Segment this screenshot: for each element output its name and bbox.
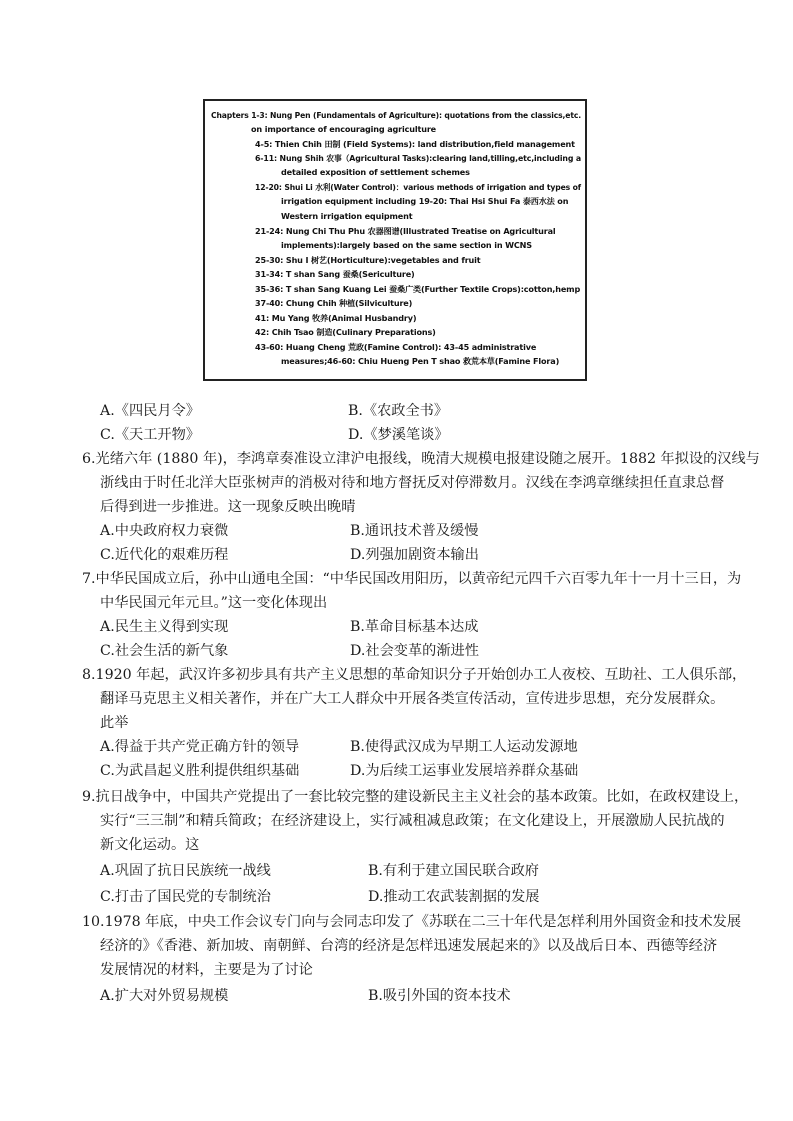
q7-option-a: A.民生主义得到实现 xyxy=(100,619,229,635)
q9-option-c: C.打击了国民党的专制统治 xyxy=(100,889,271,905)
q5-option-c: C.《天工开物》 xyxy=(100,427,200,443)
q8-stem-line: 8.1920 年起，武汉许多初步具有共产主义思想的革命知识分子开始创办工人夜校、互助社、工人俱乐部， xyxy=(82,667,747,683)
q9-stem-line: 新文化运动。这 xyxy=(100,837,200,853)
figure-line: Western irrigation equipment xyxy=(281,211,413,221)
q10-option-a: A.扩大对外贸易规模 xyxy=(100,988,229,1004)
q6-option-c: C.近代化的艰难历程 xyxy=(100,547,229,563)
figure-line: 42: Chih Tsao 制造(Culinary Preparations) xyxy=(255,327,436,337)
figure-line: implements):largely based on the same section in WCNS xyxy=(281,240,532,250)
q6-stem-line: 6.光绪六年 (1880 年)，李鸿章奏准设立津沪电报线，晚清大规模电报建设随之展开。1882 年拟设的汉线与 xyxy=(82,451,760,467)
q9-stem-line: 9.抗日战争中，中国共产党提出了一套比较完整的建设新民主主义社会的基本政策。比如，在政权建设上， xyxy=(82,789,749,805)
q6-stem-line: 浙线由于时任北洋大臣张树声的消极对待和地方督抚反对停滞数月。汉线在李鸿章继续担任直隶总督 xyxy=(100,475,725,491)
figure-line: 21-24: Nung Chi Thu Phu 农器图谱(Illustrated Treatise on Agricultural xyxy=(255,226,556,236)
figure-line: 31-34: T shan Sang 蚕桑(Sericulture) xyxy=(255,269,415,279)
figure-line: Chapters 1-3: Nung Pen (Fundamentals of Agriculture): quotations from the classics,etc. xyxy=(211,110,581,120)
q10-option-b: B.吸引外国的资本技术 xyxy=(368,988,511,1004)
figure-line: irrigation equipment including 19-20: Thai Hsi Shui Fa 泰西水法 on xyxy=(281,196,569,206)
q8-option-b: B.使得武汉成为早期工人运动发源地 xyxy=(350,739,578,755)
figure-line: 6-11: Nung Shih 农事（Agricultural Tasks):clearing land,tilling,etc,including a xyxy=(255,153,582,163)
q10-stem-line: 发展情况的材料，主要是为了讨论 xyxy=(100,962,313,978)
q9-option-d: D.推动工农武装割据的发展 xyxy=(368,889,540,905)
figure-line: measures;46-60: Chiu Hueng Pen T shao 救荒本草(Famine Flora) xyxy=(281,356,560,366)
q8-option-a: A.得益于共产党正确方针的领导 xyxy=(100,739,300,755)
q8-stem-line: 此举 xyxy=(100,715,129,731)
q7-option-b: B.革命目标基本达成 xyxy=(350,619,479,635)
q5-option-d: D.《梦溪笔谈》 xyxy=(348,427,449,443)
q8-stem-line: 翻译马克思主义相关著作，并在广大工人群众中开展各类宣传活动，宣传进步思想，充分发展群众。 xyxy=(100,691,725,707)
q7-option-c: C.社会生活的新气象 xyxy=(100,643,229,659)
q7-option-d: D.社会变革的渐进性 xyxy=(350,643,479,659)
q5-option-b: B.《农政全书》 xyxy=(348,403,449,419)
figure-line: detailed exposition of settlement schemes xyxy=(281,167,470,177)
q8-option-c: C.为武昌起义胜利提供组织基础 xyxy=(100,763,300,779)
q6-option-b: B.通讯技术普及缓慢 xyxy=(350,523,479,539)
q9-option-a: A.巩固了抗日民族统一战线 xyxy=(100,863,271,879)
q7-stem-line: 中华民国元年元旦。”这一变化体现出 xyxy=(100,595,328,611)
q6-stem-line: 后得到进一步推进。这一现象反映出晚晴 xyxy=(100,499,356,515)
chapter-list-figure xyxy=(203,99,587,381)
figure-line: 35-36: T shan Sang Kuang Lei 蚕桑广类(Further Textile Crops):cotton,hemp xyxy=(255,284,581,294)
q5-option-a: A.《四民月令》 xyxy=(100,403,200,419)
figure-line: 25-30: Shu I 树艺(Horticulture):vegetables and fruit xyxy=(255,255,481,265)
q9-option-b: B.有利于建立国民联合政府 xyxy=(368,863,539,879)
figure-line: on importance of encouraging agriculture xyxy=(251,124,437,134)
q7-stem-line: 7.中华民国成立后，孙中山通电全国：“中华民国改用阳历，以黄帝纪元四千六百零九年十一月十三日，为 xyxy=(82,571,742,587)
q10-stem-line: 经济的》《香港、新加坡、南朝鲜、台湾的经济是怎样迅速发展起来的》以及战后日本、西德等经济 xyxy=(100,938,718,954)
figure-line: 4-5: Thien Chih 田制 (Field Systems): land distribution,field management xyxy=(255,139,575,149)
q10-stem-line: 10.1978 年底，中央工作会议专门向与会同志印发了《苏联在二三十年代是怎样利用外国资金和技术发展 xyxy=(82,914,742,930)
q9-stem-line: 实行“三三制”和精兵简政；在经济建设上，实行减租减息政策；在文化建设上，开展激励人民抗战的 xyxy=(100,813,725,829)
q6-option-d: D.列强加剧资本输出 xyxy=(350,547,479,563)
figure-line: 41: Mu Yang 牧养(Animal Husbandry) xyxy=(255,313,417,323)
figure-line: 37-40: Chung Chih 种植(Silviculture) xyxy=(255,298,413,308)
figure-line: 12-20: Shui Li 水利(Water Control)：various methods of irrigation and types of xyxy=(255,182,581,192)
q6-option-a: A.中央政府权力衰微 xyxy=(100,523,229,539)
q8-option-d: D.为后续工运事业发展培养群众基础 xyxy=(350,763,579,779)
figure-line: 43-60: Huang Cheng 荒政(Famine Control): 43-45 administrative xyxy=(255,342,537,352)
